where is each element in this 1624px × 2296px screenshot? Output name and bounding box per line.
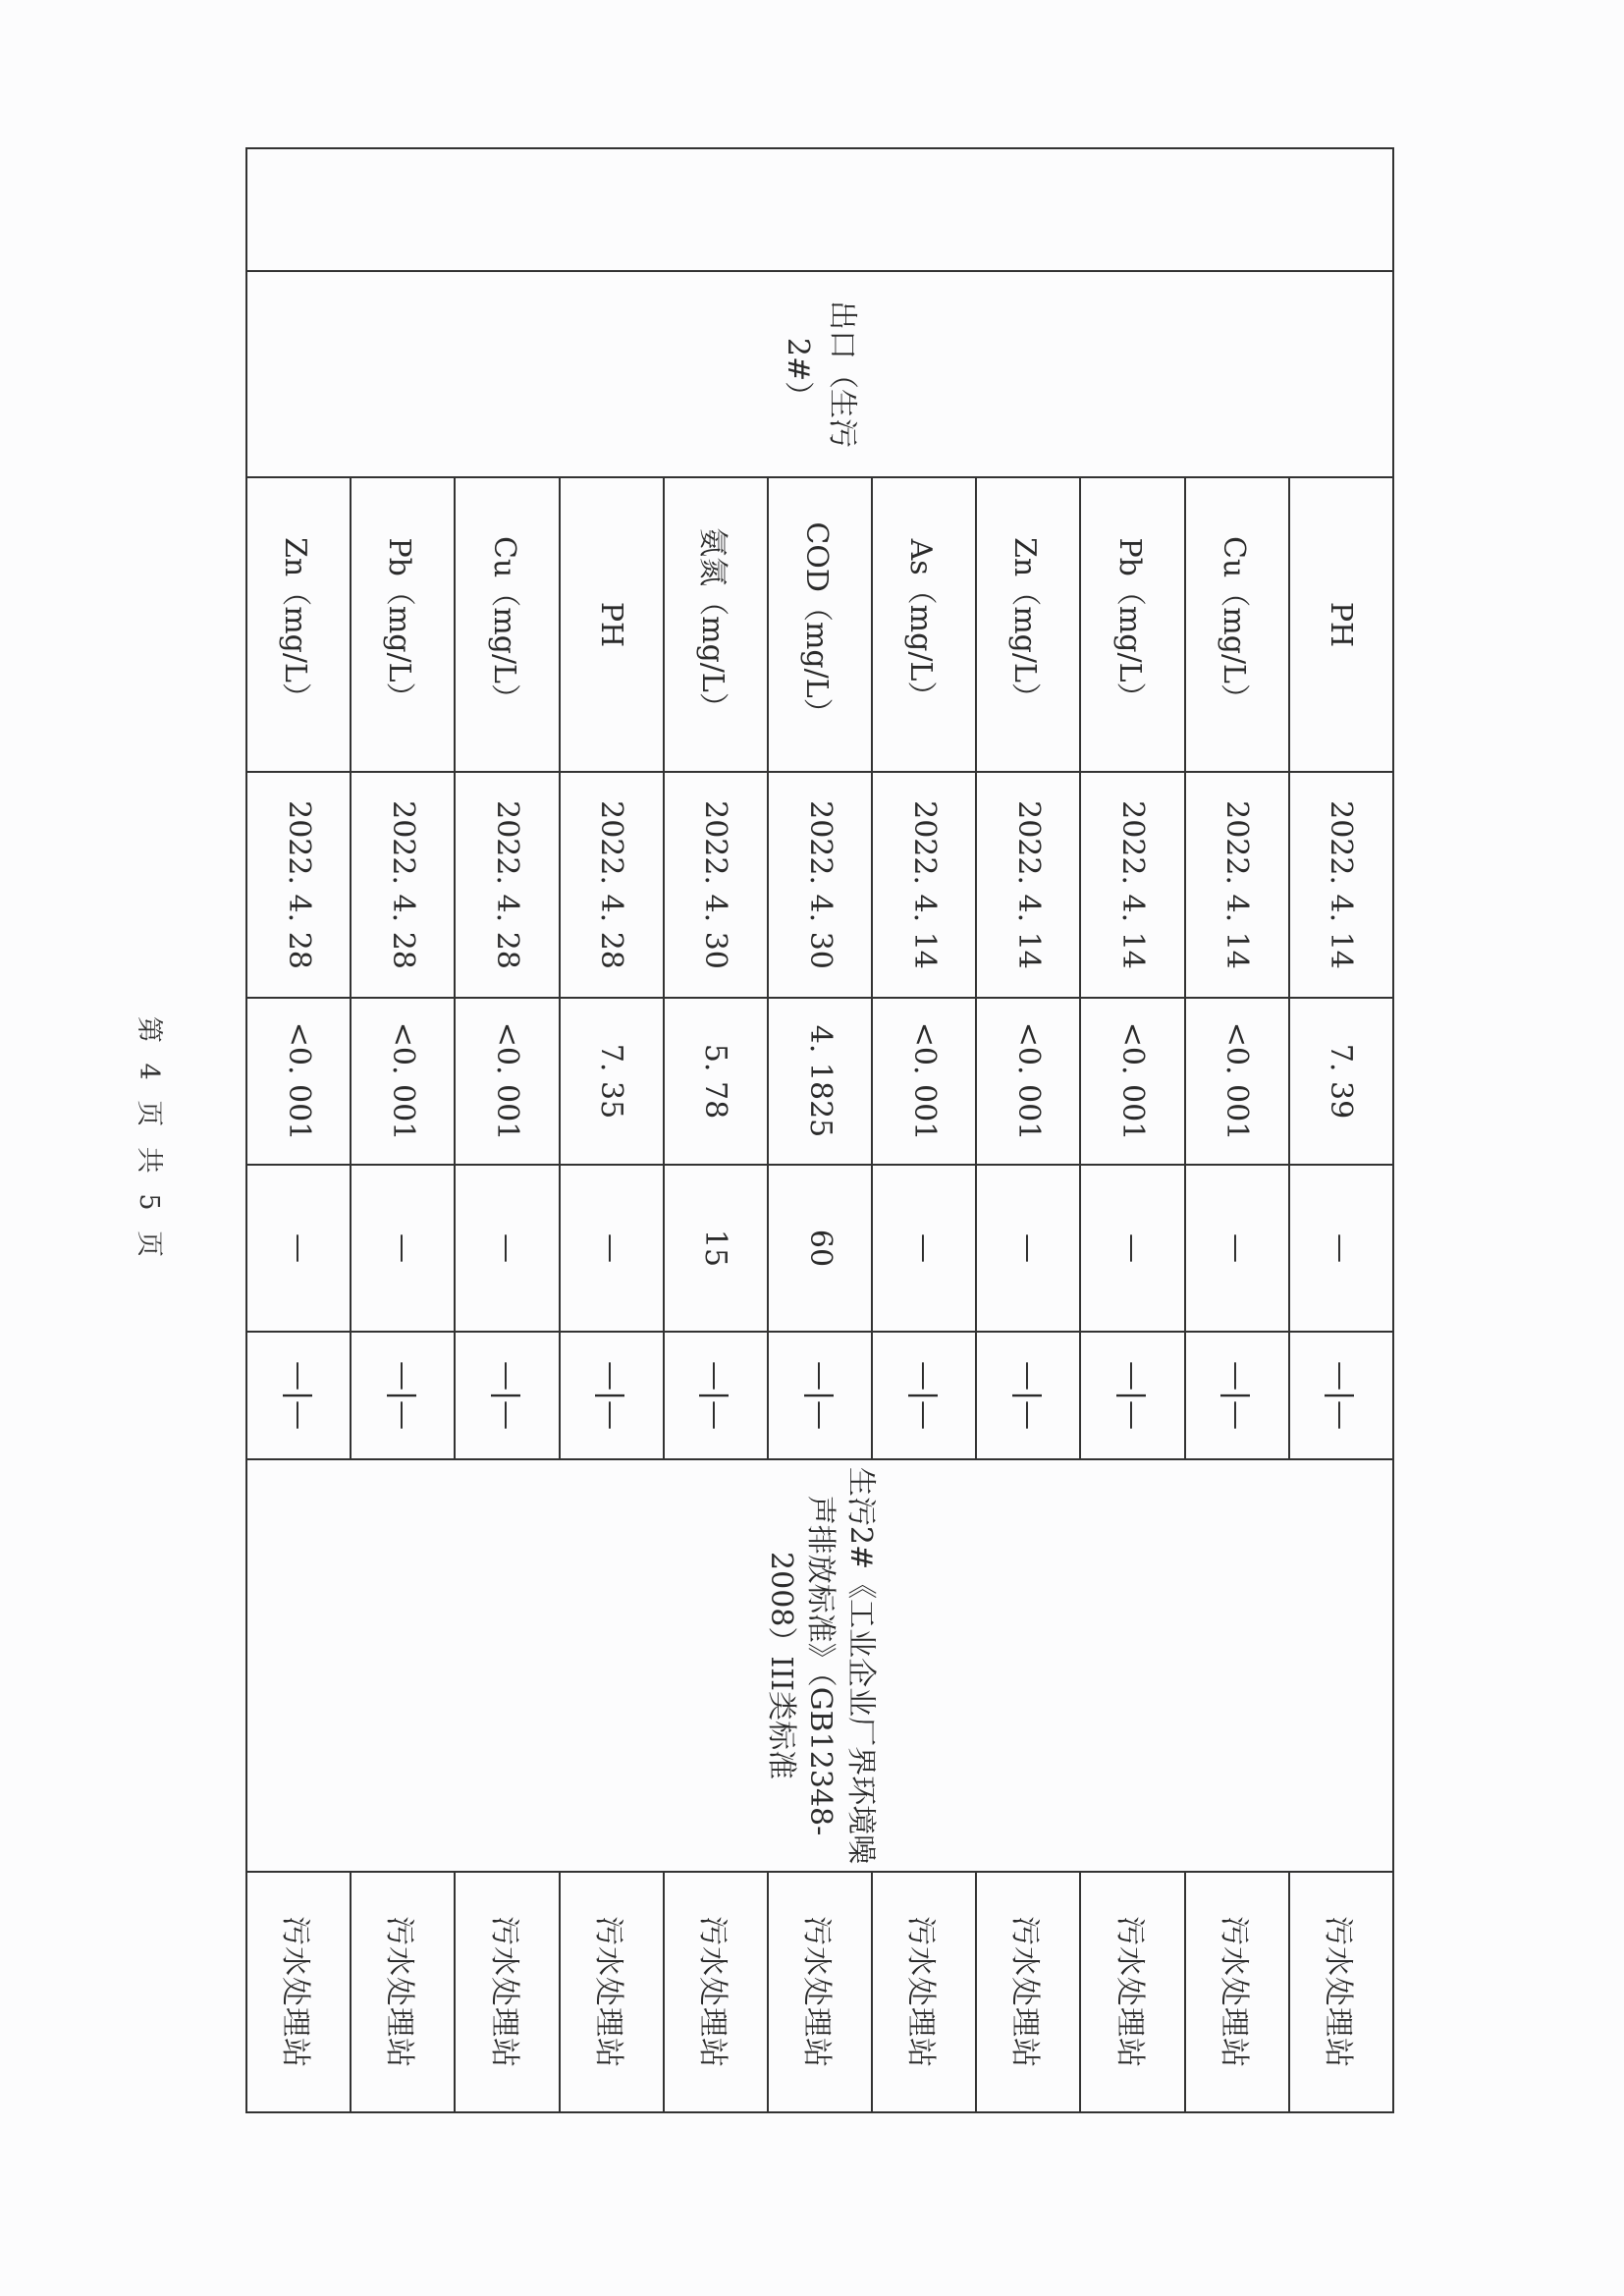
param-cell: As（mg/L）: [872, 477, 976, 772]
judgement-cell: —|—: [768, 1332, 872, 1459]
judgement-cell: —|—: [872, 1332, 976, 1459]
judgement-cell: —|—: [1080, 1332, 1184, 1459]
date-cell: 2022. 4. 30: [768, 772, 872, 998]
limit-cell: —: [455, 1165, 559, 1332]
date-cell: 2022. 4. 28: [246, 772, 351, 998]
table-body: [246, 148, 1393, 2112]
param-cell: Pb（mg/L）: [351, 477, 455, 772]
param-cell: 氨氮（mg/L）: [664, 477, 768, 772]
date-cell: 2022. 4. 14: [1185, 772, 1289, 998]
param-cell: Cu（mg/L）: [455, 477, 559, 772]
param-cell: Pb（mg/L）: [1080, 477, 1184, 772]
date-cell: 2022. 4. 14: [1080, 772, 1184, 998]
param-cell: Zn（mg/L）: [976, 477, 1080, 772]
site-cell: 污水处理站: [351, 1872, 455, 2112]
result-cell: <0. 001: [976, 998, 1080, 1165]
limit-cell: —: [560, 1165, 664, 1332]
limit-cell: —: [1289, 1165, 1393, 1332]
monitoring-table: [245, 147, 1394, 2113]
date-cell: 2022. 4. 14: [1289, 772, 1393, 998]
limit-cell: 60: [768, 1165, 872, 1332]
rotated-table-wrapper: [216, 147, 1394, 2111]
site-cell: 污水处理站: [976, 1872, 1080, 2112]
standard-cell: 生污2#《工业企业厂界环境噪声排放标准》（GB12348-2008）III类标准: [246, 1459, 1393, 1872]
result-cell: <0. 001: [1185, 998, 1289, 1165]
limit-cell: —: [246, 1165, 351, 1332]
judgement-cell: —|—: [1185, 1332, 1289, 1459]
judgement-cell: —|—: [976, 1332, 1080, 1459]
result-cell: <0. 001: [872, 998, 976, 1165]
result-cell: 7. 35: [560, 998, 664, 1165]
site-cell: 污水处理站: [1289, 1872, 1393, 2112]
site-cell: 污水处理站: [1080, 1872, 1184, 2112]
result-cell: 5. 78: [664, 998, 768, 1165]
site-cell: 污水处理站: [455, 1872, 559, 2112]
param-cell: Zn（mg/L）: [246, 477, 351, 772]
param-cell: PH: [1289, 477, 1393, 772]
table-row: [1289, 148, 1393, 2112]
limit-cell: —: [1185, 1165, 1289, 1332]
date-cell: 2022. 4. 30: [664, 772, 768, 998]
result-cell: <0. 001: [351, 998, 455, 1165]
result-cell: <0. 001: [246, 998, 351, 1165]
limit-cell: 15: [664, 1165, 768, 1332]
date-cell: 2022. 4. 28: [351, 772, 455, 998]
result-cell: 7. 39: [1289, 998, 1393, 1165]
outlet-cell: 出口（生污2#）: [246, 271, 1393, 477]
param-cell: Cu（mg/L）: [1185, 477, 1289, 772]
judgement-cell: —|—: [1289, 1332, 1393, 1459]
limit-cell: —: [872, 1165, 976, 1332]
result-cell: <0. 001: [1080, 998, 1184, 1165]
site-cell: 污水处理站: [1185, 1872, 1289, 2112]
site-cell: 污水处理站: [872, 1872, 976, 2112]
param-cell: COD（mg/L）: [768, 477, 872, 772]
result-cell: <0. 001: [455, 998, 559, 1165]
limit-cell: —: [1080, 1165, 1184, 1332]
limit-cell: —: [351, 1165, 455, 1332]
page-number: 第 4 页 共 5 页: [134, 1015, 165, 1263]
date-cell: 2022. 4. 14: [976, 772, 1080, 998]
site-cell: 污水处理站: [768, 1872, 872, 2112]
judgement-cell: —|—: [455, 1332, 559, 1459]
param-cell: PH: [560, 477, 664, 772]
date-cell: 2022. 4. 14: [872, 772, 976, 998]
limit-cell: —: [976, 1165, 1080, 1332]
site-cell: 污水处理站: [560, 1872, 664, 2112]
judgement-cell: —|—: [560, 1332, 664, 1459]
blank-column-cell: [246, 148, 1393, 271]
page-footer: [133, 1015, 172, 1263]
judgement-cell: —|—: [351, 1332, 455, 1459]
judgement-cell: —|—: [246, 1332, 351, 1459]
date-cell: 2022. 4. 28: [560, 772, 664, 998]
date-cell: 2022. 4. 28: [455, 772, 559, 998]
site-cell: 污水处理站: [246, 1872, 351, 2112]
judgement-cell: —|—: [664, 1332, 768, 1459]
site-cell: 污水处理站: [664, 1872, 768, 2112]
result-cell: 4. 1825: [768, 998, 872, 1165]
